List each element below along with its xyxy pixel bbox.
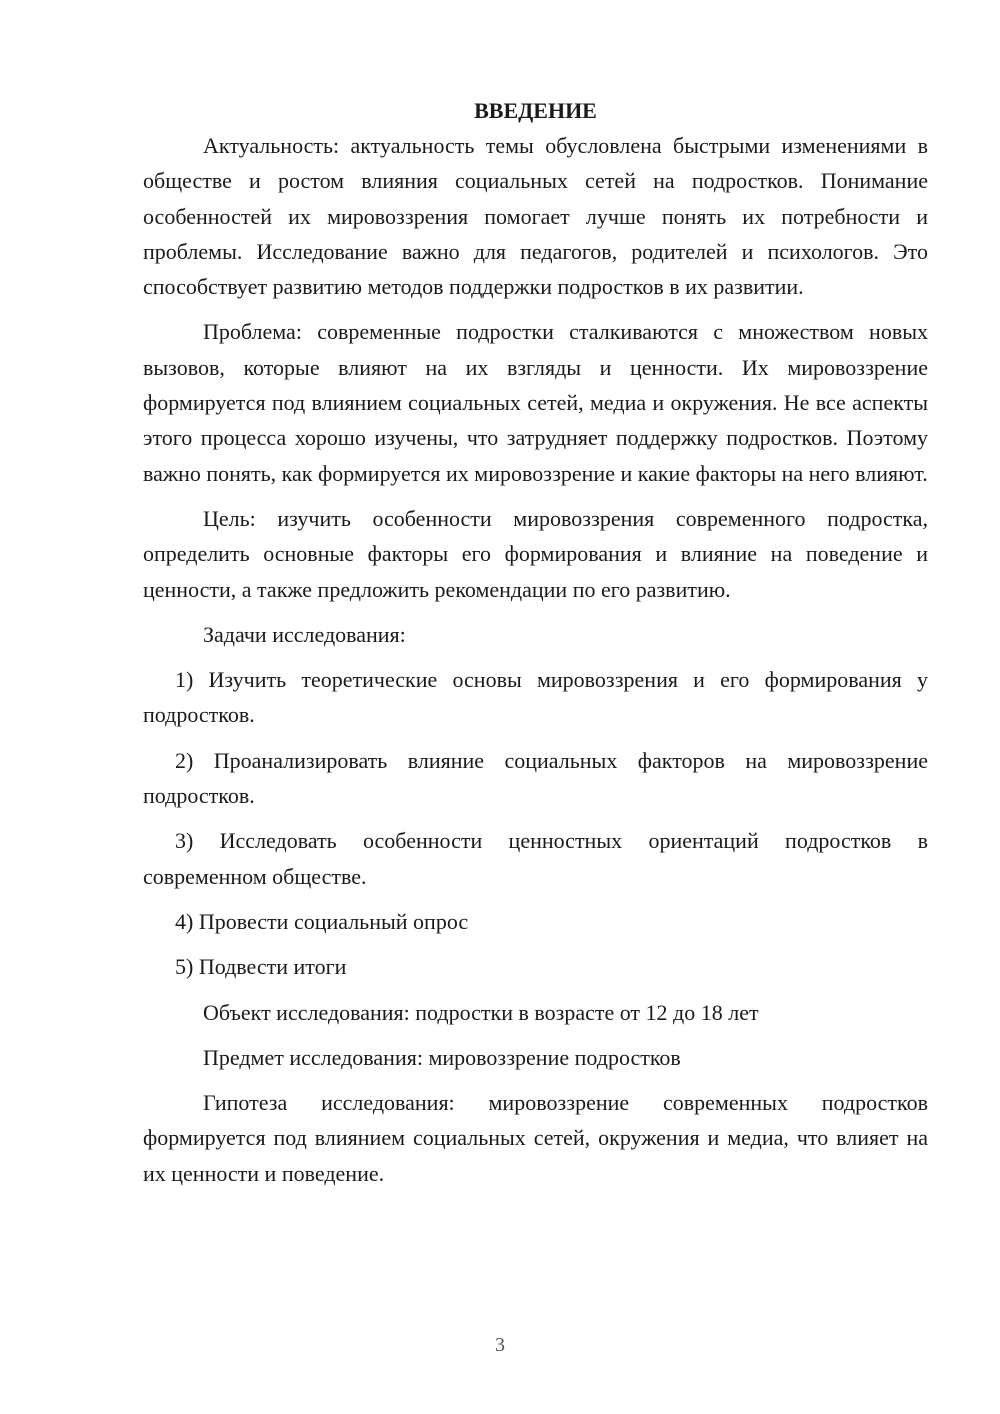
object-paragraph: Объект исследования: подростки в возрасте от 12 до 18 лет xyxy=(203,999,759,1025)
task-item-4: 4) Провести социальный опрос xyxy=(175,908,469,934)
subject-paragraph: Предмет исследования: мировоззрение подростков xyxy=(203,1044,681,1070)
goal-paragraph: Цель: изучить особенности мировоззрения современного подростка, определить основные факторы его формирования и влияние на поведение и ценности, а также предложить рекомендации по его развитию. xyxy=(143,505,928,602)
task-item-1: 1) Изучить теоретические основы мировоззрения и его формирования у подростков. xyxy=(143,667,928,728)
hypothesis-paragraph: Гипотеза исследования: мировоззрение современных подростков формируется под влиянием социальных сетей, окружения и медиа, что влияет на их ценности и поведение. xyxy=(143,1090,928,1186)
page-title: ВВЕДЕНИЕ xyxy=(474,98,597,123)
relevance-paragraph: Актуальность: актуальность темы обусловлена быстрыми изменениями в обществе и ростом влияния социальных сетей на подростков. Понимание особенностей их мировоззрения помогает лучше понять их потребности и проблемы. Исследование важно для педагогов, родителей и психологов. Это способствует развитию методов поддержки подростков в их развитии. xyxy=(143,133,928,300)
task-item-5: 5) Подвести итоги xyxy=(175,954,347,980)
task-item-3: 3) Исследовать особенности ценностных ориентаций подростков в современном обществе. xyxy=(143,828,928,889)
document-page xyxy=(143,96,928,1201)
tasks-heading: Задачи исследования: xyxy=(203,621,406,647)
problem-paragraph: Проблема: современные подростки сталкиваются с множеством новых вызовов, которые влияют на их взгляды и ценности. Их мировоззрение формируется под влиянием социальных сетей, медиа и окружения. Не все аспекты этого процесса хорошо изучены, что затрудняет поддержку подростков. Поэтому важно понять, как формируется их мировоззрение и какие факторы на него влияют. xyxy=(143,319,928,486)
task-item-2: 2) Проанализировать влияние социальных факторов на мировоззрение подростков. xyxy=(143,747,928,809)
page-number: 3 xyxy=(495,1334,505,1356)
